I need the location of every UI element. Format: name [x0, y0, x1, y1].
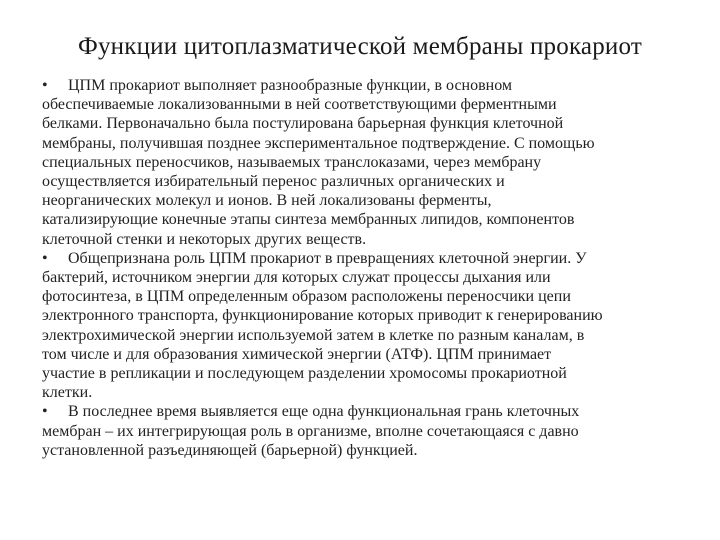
- text-line: фотосинтеза, в ЦПМ определенным образом расположены переносчики цепи: [42, 288, 571, 306]
- text-line: [42, 249, 692, 268]
- text-line: осуществляется избирательный перенос различных органических и: [42, 173, 505, 191]
- slide-title: Функции цитоплазматической мембраны прокариот: [78, 33, 642, 60]
- slide-body: [42, 76, 692, 460]
- text-line: электронного транспорта, функционирование которых приводит к генерированию: [42, 307, 603, 325]
- bullet-icon: •: [42, 77, 48, 94]
- bullet-icon: •: [42, 403, 48, 421]
- bullet-paragraph-3: [42, 402, 692, 460]
- text-line: клетки.: [42, 384, 93, 402]
- text-line: бактерий, источником энергии для которых служат процессы дыхания или: [42, 269, 551, 287]
- text-line: клеточной стенки и некоторых других веществ.: [42, 230, 367, 248]
- text-line: участие в репликации и последующем разделении хромосомы прокариотной: [42, 365, 567, 383]
- text-line: белками. Первоначально была постулирована барьерная функция клеточной: [42, 115, 564, 133]
- text-line: мембраны, получившая позднее экспериментальное подтверждение. С помощью: [42, 134, 595, 152]
- text-line: обеспечиваемые локализованными в ней соответствующими ферментными: [42, 96, 557, 114]
- text-line: мембран – их интегрирующая роль в организме, вполне сочетающаяся с давно: [42, 422, 579, 440]
- text-line: [42, 76, 692, 95]
- bullet-icon: •: [42, 249, 48, 267]
- text-line: катализирующие конечные этапы синтеза мембранных липидов, компонентов: [42, 211, 575, 229]
- bullet-paragraph-1: [42, 76, 692, 249]
- bullet-paragraph-2: [42, 249, 692, 403]
- text-line: установленной разъединяющей (барьерной) функцией.: [42, 441, 418, 459]
- text-line: [42, 402, 692, 421]
- text-line: специальных переносчиков, называемых транслоказами, через мембрану: [42, 153, 542, 171]
- text-line-content: Общепризнана роль ЦПМ прокариот в превращениях клеточной энергии. У: [68, 249, 587, 267]
- text-line-content: В последнее время выявляется еще одна функциональная грань клеточных: [68, 403, 580, 421]
- text-line: электрохимической энергии используемой затем в клетке по разным каналам, в: [42, 326, 585, 344]
- text-line: неорганических молекул и ионов. В ней локализованы ферменты,: [42, 192, 492, 210]
- text-line: том числе и для образования химической энергии (АТФ). ЦПМ принимает: [42, 345, 552, 363]
- text-line-content: ЦПМ прокариот выполняет разнообразные функции, в основном: [68, 77, 513, 94]
